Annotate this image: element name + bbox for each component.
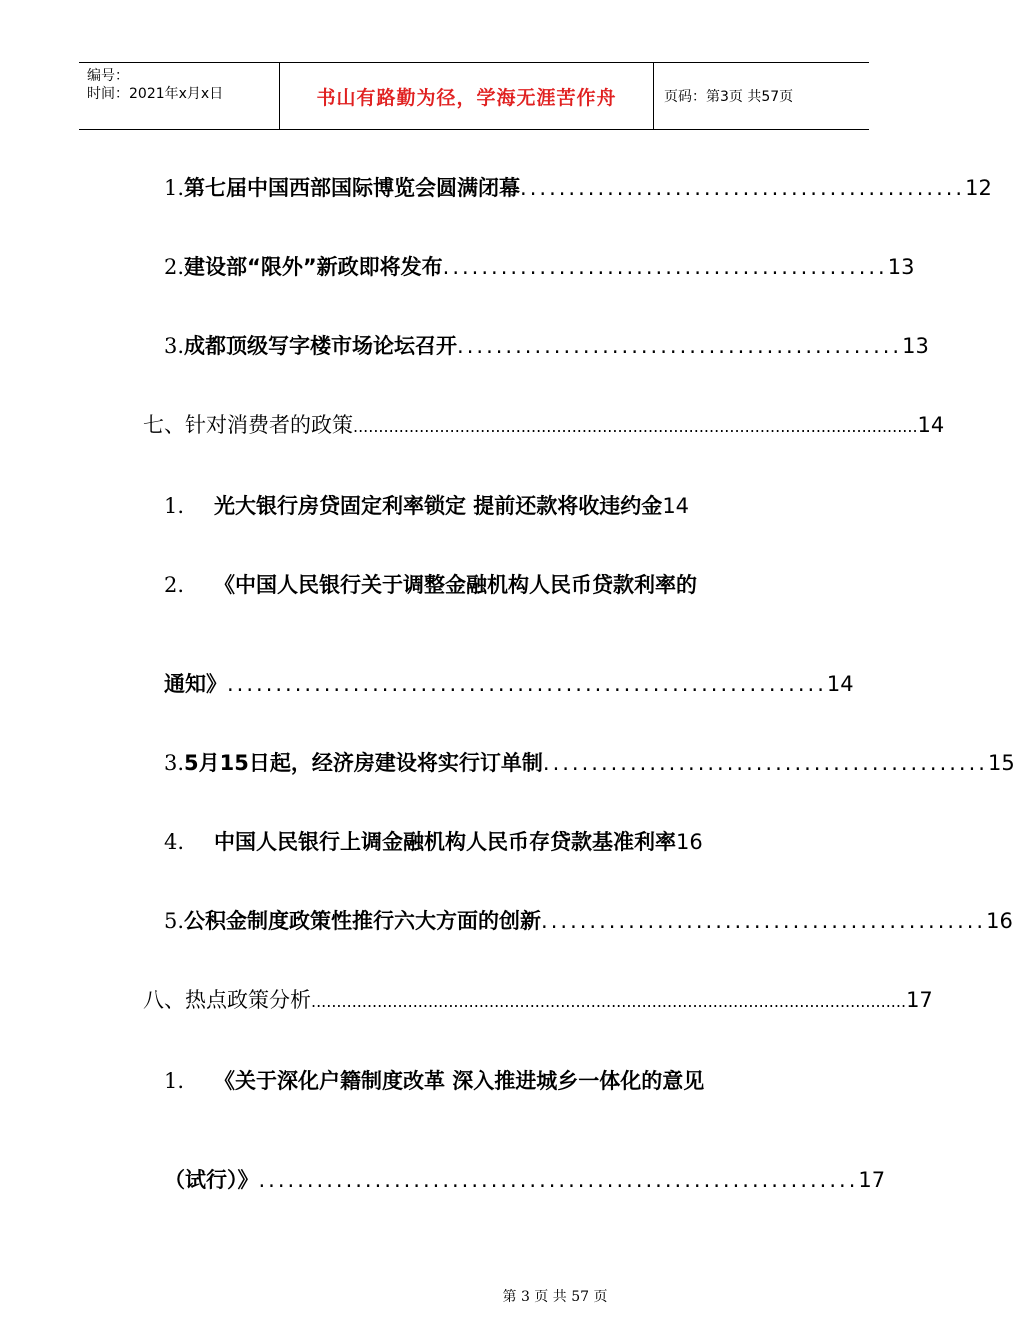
toc-entry-title: （试行）》 [164,1168,259,1192]
toc-entry-title: 《中国人民银行关于调整金融机构人民币贷款利率的 [214,573,697,597]
toc-leader-dots: .............................................................. [258,1168,859,1192]
page-footer: 第 3 页 共 57 页 [502,1289,608,1305]
toc-entry[interactable] [164,569,824,603]
toc-entry-title: 热点政策分析 [185,988,311,1012]
toc-entry-title: 第七届中国西部国际博览会圆满闭幕 [184,176,521,200]
toc-entry-page: 13 [887,255,915,279]
toc-leader-dots: ..................................................................................................................... [311,992,907,1011]
toc-entry-page: 12 [965,176,992,200]
toc-entry-number: 2. [164,255,185,279]
toc-entry-number: 1. [164,494,185,518]
toc-leader-dots: ............................................................................................................... [353,417,918,436]
toc-entry-number: 3. [164,334,185,358]
time-label: 时间：2021年x月x日 [87,86,224,102]
toc-entry[interactable] [164,826,804,860]
toc-entry-number: 5. [164,909,185,933]
toc-entry-number: 八、 [143,988,185,1012]
toc-entry-title: 成都顶级写字楼市场论坛召开 [184,334,458,358]
code-label: 编号： [87,68,129,84]
header-motto: 书山有路勤为径，学海无涯苦作舟 [280,63,654,129]
toc-entry-title: 中国人民银行上调金融机构人民币存贷款基准利率 [214,830,676,854]
toc-entry-page: 15 [987,751,1015,775]
toc-entry-number: 1. [164,1069,185,1093]
toc-entry-title: 5月15日起，经济房建设将实行订单制 [184,751,543,775]
toc-entry-title: 公积金制度政策性推行六大方面的创新 [184,909,542,933]
toc-entry[interactable] [164,747,1015,781]
toc-entry-number: 2. [164,573,185,597]
toc-entry[interactable] [164,172,992,206]
toc-leader-dots: .............................................................. [227,672,827,696]
toc-entry-continued[interactable] [164,668,854,702]
toc-entry-page: 14 [917,413,945,437]
page-header [79,62,869,130]
toc-entry-number: 3. [164,751,185,775]
header-page-info: 页码：第3页 共57页 [664,89,794,105]
toc-entry-number: 4. [164,830,185,854]
toc-leader-dots: .............................................. [542,751,988,775]
header-meta [79,63,280,129]
toc-entry-number: 1. [164,176,185,200]
toc-entry-title: 《关于深化户籍制度改革 深入推进城乡一体化的意见 [214,1069,705,1093]
toc-entry-number: 七、 [143,413,185,437]
toc-entry[interactable] [164,251,915,285]
toc-entry-page: 17 [906,988,933,1012]
toc-entry[interactable] [164,330,929,364]
toc-entry-page: 14 [826,672,854,696]
toc-entry-title: 通知》 [164,672,227,696]
toc-leader-dots: .............................................. [541,909,987,933]
toc-entry[interactable] [164,1065,824,1099]
toc-leader-dots: .............................................. [442,255,888,279]
toc-entry[interactable] [164,905,1013,939]
toc-leader-dots: .............................................. [520,176,966,200]
toc-entry-continued[interactable] [164,1164,886,1198]
toc-entry-page: 16 [986,909,1013,933]
toc-section-entry[interactable] [143,409,945,443]
toc-entry-page: 13 [902,334,929,358]
toc-entry-page: 17 [858,1168,886,1192]
toc-section-entry[interactable] [143,984,933,1018]
toc-entry-title: 光大银行房贷固定利率锁定 提前还款将收违约金 [214,494,663,518]
toc-entry-title: 针对消费者的政策 [185,413,353,437]
toc-entry-page: 14 [662,494,690,518]
toc-entry-title: 建设部“限外”新政即将发布 [184,255,443,279]
toc-leader-dots: .............................................. [457,334,903,358]
toc-entry-page: 16 [676,830,703,854]
toc-entry[interactable] [164,490,792,524]
